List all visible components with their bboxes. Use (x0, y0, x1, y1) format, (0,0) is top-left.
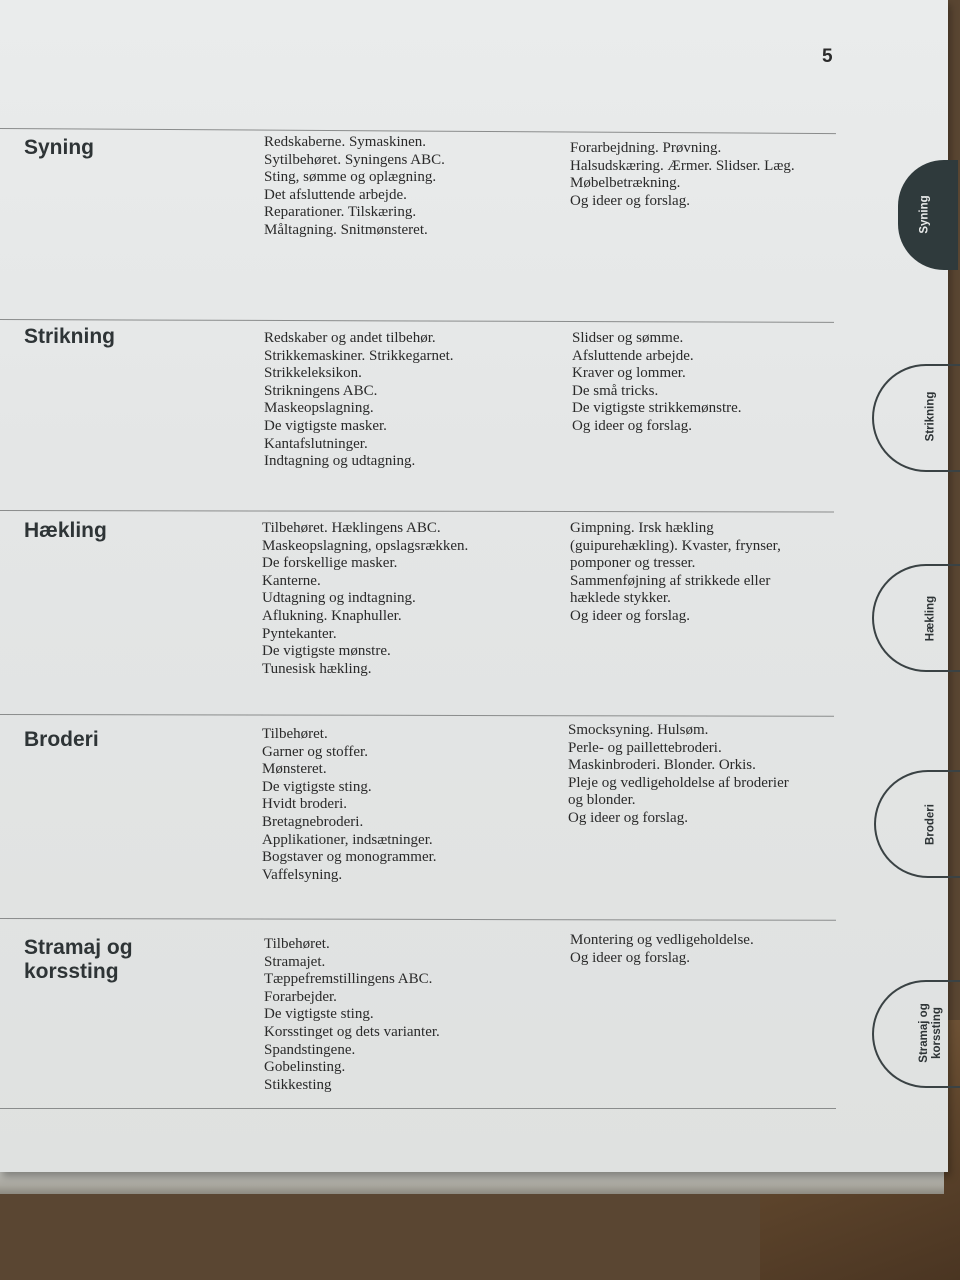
tab-stramaj-og-korssting[interactable]: Stramaj og korssting (872, 980, 960, 1088)
section-title-strikning: Strikning (24, 325, 116, 348)
list-item: Korsstinget og dets varianter. (264, 1023, 440, 1040)
tab-syning[interactable]: Syning (898, 160, 958, 270)
list-item: Perle- og paillettebroderi. (568, 739, 722, 756)
list-item: De vigtigste masker. (264, 417, 387, 434)
section-title-stramaj: Stramaj og korssting (24, 936, 133, 983)
list-item: De vigtigste sting. (262, 778, 372, 795)
list-item: Sytilbehøret. Syningens ABC. (264, 151, 445, 168)
list-item: Møbelbetrækning. (570, 175, 681, 192)
list-item: Halsudskæring. Ærmer. Slidser. Læg. (570, 157, 795, 174)
list-item: Montering og vedligeholdelse. (570, 932, 754, 948)
tab-broderi[interactable]: Broderi (874, 770, 960, 878)
list-item: Stikkesting (264, 1076, 332, 1093)
list-item: Garner og stoffer. (262, 743, 368, 760)
section-list-left (264, 134, 445, 240)
section-list-right (572, 330, 742, 436)
list-item: Og ideer og forslag. (572, 417, 692, 434)
list-item: Hvidt broderi. (262, 796, 347, 813)
list-item: Stramajet. (264, 953, 326, 970)
list-item: Applikationer, indsætninger. (262, 831, 433, 848)
list-item: Aflukning. Knaphuller. (262, 607, 402, 624)
page-number: 5 (822, 46, 833, 67)
list-item: pomponer og tresser. (570, 555, 696, 572)
list-item: Indtagning og udtagning. (264, 453, 416, 470)
tab-strikning[interactable]: Strikning (872, 364, 960, 472)
list-item: Kanterne. (262, 572, 321, 589)
list-item: Afsluttende arbejde. (572, 347, 694, 364)
section-list-right (570, 520, 781, 626)
list-item: Bretagnebroderi. (262, 813, 364, 830)
list-item: De vigtigste sting. (264, 1006, 374, 1023)
list-item: (guipurehækling). Kvaster, frynser, (570, 537, 781, 554)
section-list-right (568, 722, 789, 828)
list-item: Redskaberne. Symaskinen. (264, 134, 427, 150)
section-list-left (264, 330, 454, 471)
list-item: Og ideer og forslag. (570, 949, 690, 966)
list-item: Pleje og vedligeholdelse af broderier (568, 774, 789, 791)
section-list-right (570, 140, 795, 210)
section-divider (0, 319, 834, 323)
list-item: Slidser og sømme. (572, 330, 684, 346)
section-list-left (262, 726, 437, 884)
list-item: Sammenføjning af strikkede eller (570, 572, 771, 589)
list-item: Og ideer og forslag. (568, 809, 688, 826)
list-item: Måltagning. Snitmønsteret. (264, 221, 428, 238)
list-item: Maskeopslagning, opslagsrækken. (262, 537, 469, 554)
list-item: Strikkeleksikon. (264, 365, 362, 382)
section-divider (0, 1108, 836, 1109)
list-item: Pyntekanter. (262, 625, 337, 642)
list-item: Gimpning. Irsk hækling (570, 520, 714, 536)
list-item: Maskeopslagning. (264, 400, 374, 417)
list-item: Gobelinsting. (264, 1059, 346, 1076)
page-edge (0, 1172, 944, 1194)
list-item: Maskinbroderi. Blonder. Orkis. (568, 757, 756, 774)
section-list-right (570, 932, 754, 967)
list-item: Forarbejder. (264, 988, 337, 1005)
section-list-left (262, 520, 468, 678)
list-item: De forskellige masker. (262, 555, 398, 572)
list-item: Og ideer og forslag. (570, 607, 690, 624)
list-item: Forarbejdning. Prøvning. (570, 140, 722, 156)
section-title-haekling: Hækling (24, 519, 107, 542)
list-item: Tilbehøret. (264, 936, 330, 952)
tab-haekling[interactable]: Hækling (872, 564, 960, 672)
list-item: Smocksyning. Hulsøm. (568, 722, 709, 738)
list-item: Mønsteret. (262, 761, 327, 778)
list-item: Og ideer og forslag. (570, 192, 690, 209)
list-item: Redskaber og andet tilbehør. (264, 330, 436, 346)
section-divider (0, 918, 836, 921)
list-item: Vaffelsyning. (262, 866, 343, 883)
list-item: Spandstingene. (264, 1041, 356, 1058)
list-item: Reparationer. Tilskæring. (264, 204, 417, 221)
section-divider (0, 510, 834, 512)
section-title-broderi: Broderi (24, 728, 99, 751)
list-item: Bogstaver og monogrammer. (262, 849, 437, 866)
section-divider (0, 714, 834, 717)
list-item: og blonder. (568, 792, 636, 809)
list-item: Tæppefremstillingens ABC. (264, 971, 433, 988)
list-item: De vigtigste strikkemønstre. (572, 400, 742, 417)
list-item: De vigtigste mønstre. (262, 643, 391, 660)
list-item: Tilbehøret. (262, 726, 328, 742)
section-list-left (264, 936, 440, 1094)
list-item: Tilbehøret. Hæklingens ABC. (262, 520, 441, 536)
list-item: Kantafslutninger. (264, 435, 368, 452)
list-item: Tunesisk hækling. (262, 660, 372, 677)
list-item: Strikningens ABC. (264, 382, 378, 399)
list-item: Sting, sømme og oplægning. (264, 169, 437, 186)
list-item: Kraver og lommer. (572, 365, 686, 382)
list-item: De små tricks. (572, 382, 659, 399)
list-item: hæklede stykker. (570, 590, 671, 607)
list-item: Det afsluttende arbejde. (264, 186, 407, 203)
list-item: Strikkemaskiner. Strikkegarnet. (264, 347, 454, 364)
section-title-syning: Syning (24, 136, 95, 159)
list-item: Udtagning og indtagning. (262, 590, 416, 607)
